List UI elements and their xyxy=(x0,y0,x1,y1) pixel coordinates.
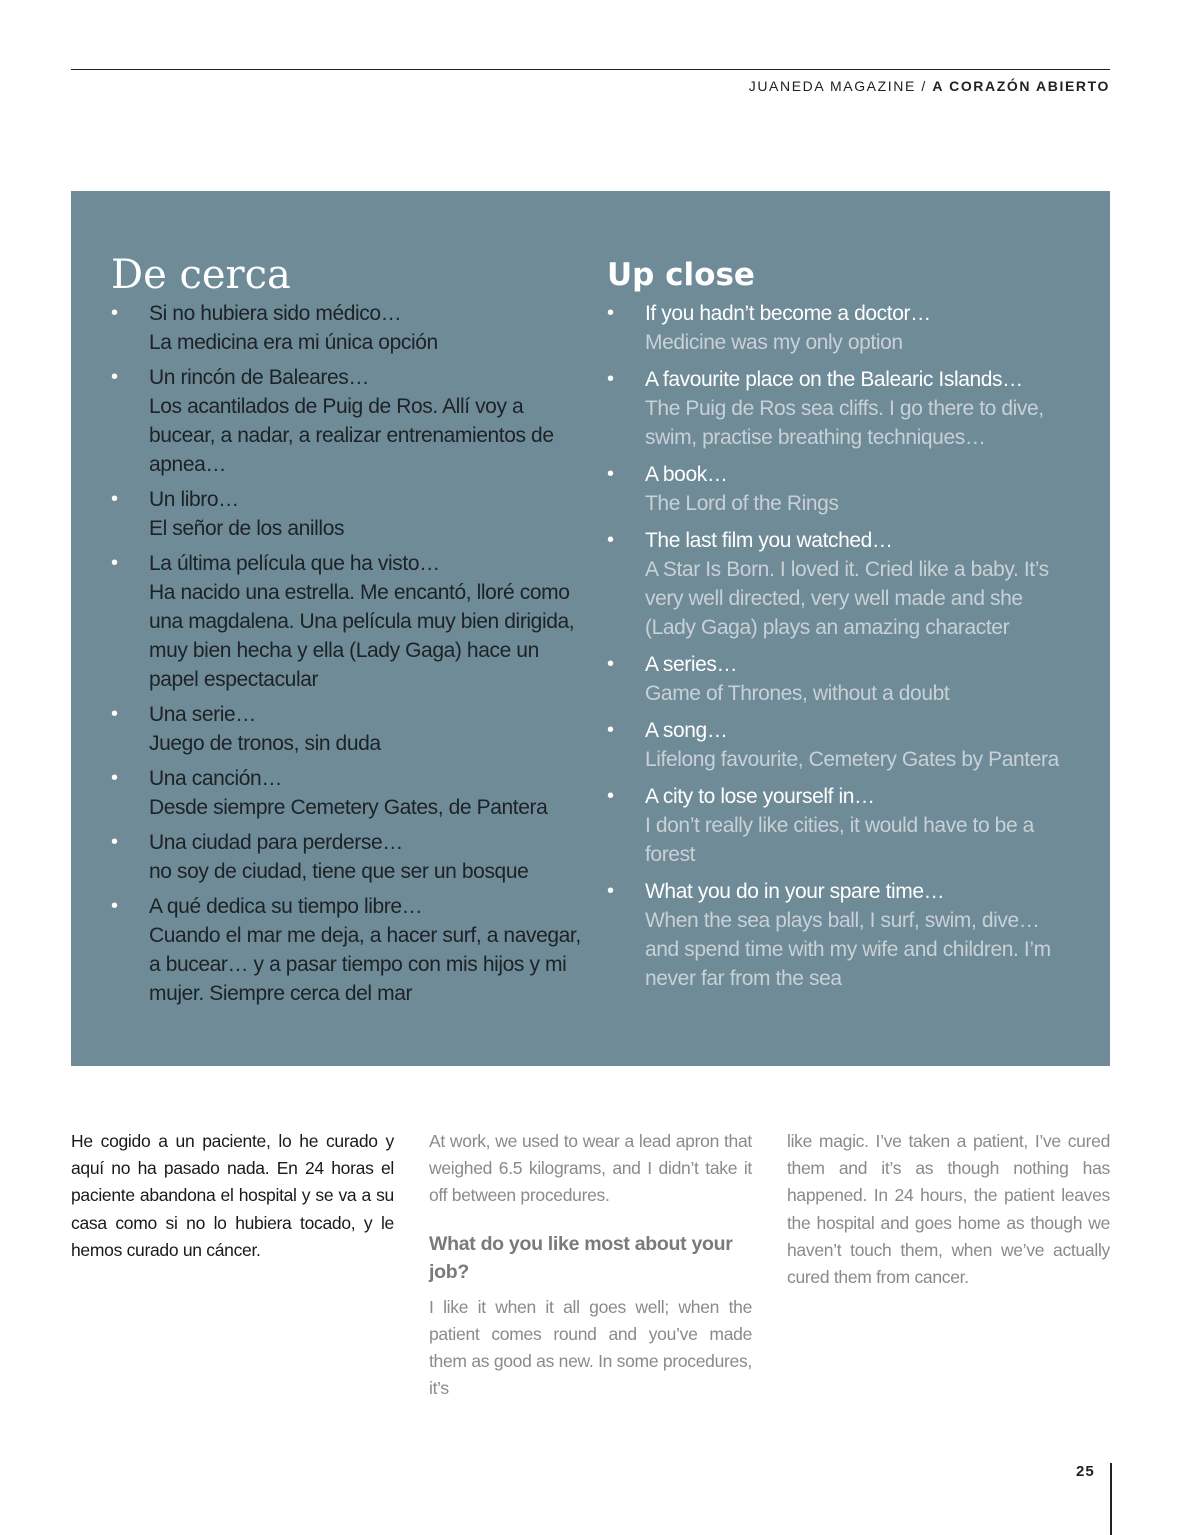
list-item xyxy=(607,460,1077,518)
list-item xyxy=(607,716,1077,774)
bullet-icon: • xyxy=(607,302,615,324)
list-item xyxy=(607,526,1077,642)
question-text: A favourite place on the Balearic Islands… xyxy=(645,368,1023,391)
answer-text: La medicina era mi única opción xyxy=(149,331,438,354)
list-item xyxy=(607,650,1077,708)
body-paragraph: I like it when it all goes well; when the patient comes round and you’ve made them as good as new. In some procedures, it’s xyxy=(429,1296,752,1399)
answer-text: The Lord of the Rings xyxy=(645,492,839,515)
bullet-icon: • xyxy=(111,552,119,574)
list-item xyxy=(607,877,1077,993)
body-paragraph: like magic. I’ve taken a patient, I’ve cured them and it’s as though nothing has happened. In 24 hours, the patient leaves the hospital and goes home as though we haven’t touch them, when we’ve actually cured them from cancer. xyxy=(787,1131,1110,1288)
bullet-icon: • xyxy=(111,366,119,388)
answer-text: The Puig de Ros sea cliffs. I go there to dive, swim, practise breathing techniques… xyxy=(645,397,1044,449)
list-item xyxy=(111,549,586,694)
answer-text: Juego de tronos, sin duda xyxy=(149,732,381,755)
question-text: La última película que ha visto… xyxy=(149,552,440,575)
question-text: Si no hubiera sido médico… xyxy=(149,302,402,325)
list-item xyxy=(111,828,586,886)
answer-text: Desde siempre Cemetery Gates, de Pantera xyxy=(149,796,548,819)
body-paragraph: He cogido a un paciente, lo he curado y aquí no ha pasado nada. En 24 horas el paciente abandona el hospital y se va a su casa como si no lo hubiera tocado, y le hemos curado un cáncer. xyxy=(71,1131,394,1260)
bullet-icon: • xyxy=(607,880,615,902)
bullet-icon: • xyxy=(607,529,615,551)
body-column-1 xyxy=(71,1128,394,1264)
bullet-icon: • xyxy=(111,488,119,510)
question-text: Una serie… xyxy=(149,703,256,726)
list-item xyxy=(111,299,586,357)
magazine-name: JUANEDA MAGAZINE xyxy=(748,78,916,94)
bullet-icon: • xyxy=(111,767,119,789)
answer-text: I don’t really like cities, it would have to be a forest xyxy=(645,814,1034,866)
spanish-list xyxy=(111,299,586,1008)
answer-text: Cuando el mar me deja, a hacer surf, a navegar, a bucear… y a pasar tiempo con mis hijos y mi mujer. Siempre cerca del mar xyxy=(149,924,581,1005)
bullet-icon: • xyxy=(607,463,615,485)
running-head xyxy=(749,78,1110,94)
section-name: A CORAZÓN ABIERTO xyxy=(932,78,1110,94)
answer-text: Medicine was my only option xyxy=(645,331,903,354)
body-column-2 xyxy=(429,1128,752,1402)
question-text: Un rincón de Baleares… xyxy=(149,366,369,389)
question-text: If you hadn’t become a doctor… xyxy=(645,302,931,325)
list-item xyxy=(111,764,586,822)
body-paragraph: At work, we used to wear a lead apron that weighed 6.5 kilograms, and I didn’t take it off between procedures. xyxy=(429,1131,752,1206)
list-item xyxy=(111,485,586,543)
spanish-title: De cerca xyxy=(111,252,291,298)
list-item xyxy=(607,299,1077,357)
list-item xyxy=(607,782,1077,869)
bullet-icon: • xyxy=(111,302,119,324)
body-column-3 xyxy=(787,1128,1110,1291)
question-text: A book… xyxy=(645,463,728,486)
header-rule xyxy=(71,69,1110,70)
answer-text: Game of Thrones, without a doubt xyxy=(645,682,950,705)
answer-text: Los acantilados de Puig de Ros. Allí voy a bucear, a nadar, a realizar entrenamientos de apnea… xyxy=(149,395,554,476)
question-text: A qué dedica su tiempo libre… xyxy=(149,895,423,918)
question-text: The last film you watched… xyxy=(645,529,893,552)
question-text: What you do in your spare time… xyxy=(645,880,945,903)
english-column xyxy=(607,251,1077,1001)
bullet-icon: • xyxy=(607,368,615,390)
bullet-icon: • xyxy=(607,719,615,741)
question-text: Una canción… xyxy=(149,767,282,790)
bullet-icon: • xyxy=(607,785,615,807)
answer-text: no soy de ciudad, tiene que ser un bosque xyxy=(149,860,529,883)
bullet-icon: • xyxy=(607,653,615,675)
english-title: Up close xyxy=(607,257,755,293)
page-number: 25 xyxy=(1076,1463,1095,1480)
question-text: A city to lose yourself in… xyxy=(645,785,875,808)
question-text: A song… xyxy=(645,719,728,742)
page-number-rule xyxy=(1110,1463,1112,1535)
english-list xyxy=(607,299,1077,993)
header-separator: / xyxy=(921,78,927,94)
bullet-icon: • xyxy=(111,895,119,917)
answer-text: El señor de los anillos xyxy=(149,517,345,540)
spanish-column xyxy=(111,251,586,1014)
bullet-icon: • xyxy=(111,703,119,725)
answer-text: Ha nacido una estrella. Me encantó, lloré como una magdalena. Una película muy bien dirigida, muy bien hecha y ella (Lady Gaga) hace un papel espectacular xyxy=(149,581,575,691)
answer-text: When the sea plays ball, I surf, swim, dive… and spend time with my wife and children. I’m never far from the sea xyxy=(645,909,1051,990)
subheading: What do you like most about your job? xyxy=(429,1232,733,1283)
list-item xyxy=(111,700,586,758)
question-text: A series… xyxy=(645,653,738,676)
list-item xyxy=(111,892,586,1008)
up-close-panel xyxy=(71,191,1110,1066)
answer-text: Lifelong favourite, Cemetery Gates by Pantera xyxy=(645,748,1059,771)
question-text: Una ciudad para perderse… xyxy=(149,831,403,854)
list-item xyxy=(607,365,1077,452)
question-text: Un libro… xyxy=(149,488,239,511)
bullet-icon: • xyxy=(111,831,119,853)
list-item xyxy=(111,363,586,479)
answer-text: A Star Is Born. I loved it. Cried like a baby. It’s very well directed, very well made and she (Lady Gaga) plays an amazing character xyxy=(645,558,1049,639)
